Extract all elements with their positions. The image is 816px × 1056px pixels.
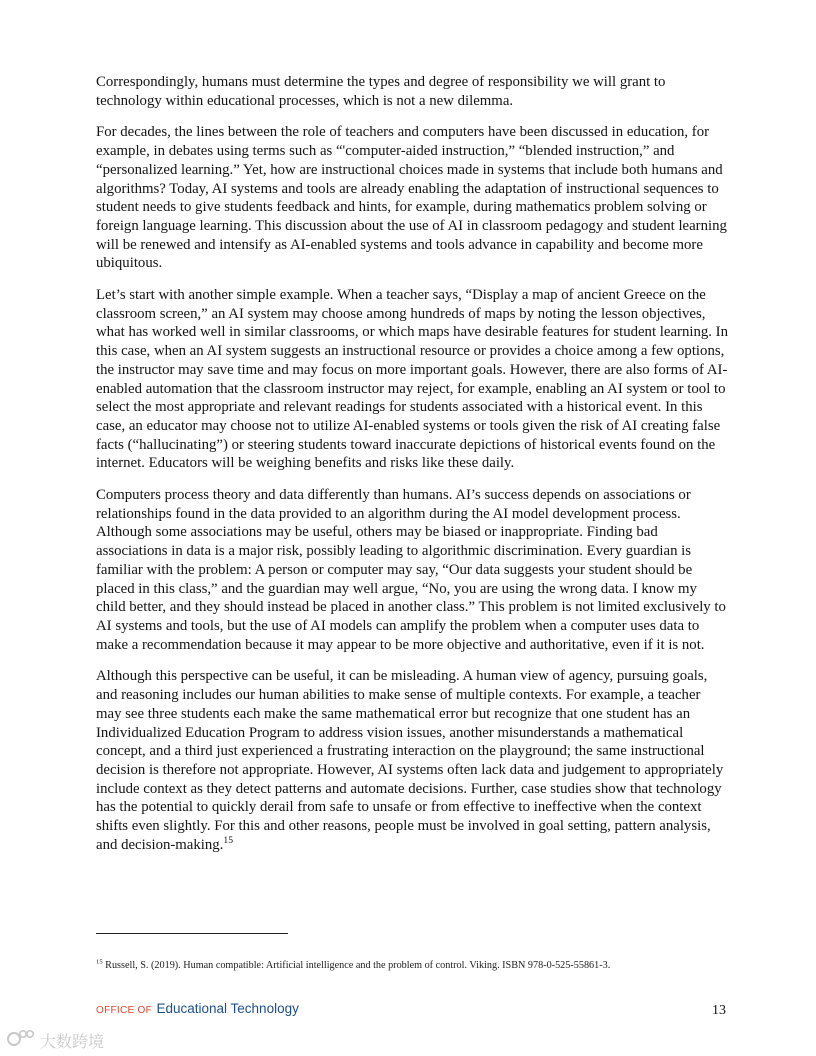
footnote-text: Russell, S. (2019). Human compatible: Artificial intelligence and the problem of control. Viking. ISBN 978-0-525-55861-3.	[105, 960, 611, 971]
paragraph-5-text: Although this perspective can be useful, it can be misleading. A human view of agency, pursuing goals, and reasoning includes our human abilities to make sense of multiple contexts. For example, a teacher may see three students each make the same mathematical error but recognize that one student has an Individualized Education Program to address vision issues, another misunderstands a mathematical concept, and a third just experienced a frustrating interaction on the playground; the same instructional decision is therefore not appropriate. However, AI systems often lack data and judgement to appropriately include context as they detect patterns and automate decisions. Further, case studies show that technology has the potential to quickly derail from safe to unsafe or from effective to ineffective when the context shifts even slightly. For this and other reasons, people must be involved in goal setting, pattern analysis, and decision-making.	[96, 668, 724, 853]
watermark	[6, 1029, 104, 1051]
brand-name: Educational Technology	[156, 1001, 299, 1016]
page-body	[96, 73, 728, 867]
footer-brand	[96, 1000, 299, 1018]
footnote-reference[interactable]: 15	[223, 834, 233, 846]
page-number: 13	[712, 1003, 726, 1018]
paragraph-3: Let’s start with another simple example. When a teacher says, “Display a map of ancient Greece on the classroom screen,” an AI system may choose among hundreds of maps by noting the lesson objectives, what has worked well in similar classrooms, or which maps have desirable features for student learning. In this case, when an AI system suggests an instructional resource or provides a choice among a few options, the instructor may save time and may focus on more important goals. However, there are also forms of AI-enabled automation that the classroom instructor may reject, for example, enabling an AI system or tool to select the most appropriate and relevant readings for students associated with a historical event. In this case, an educator may choose not to utilize AI-enabled systems or tools given the risk of AI creating false facts (“hallucinating”) or steering students toward inaccurate depictions of historical events found on the internet. Educators will be weighing benefits and risks like these daily.	[96, 287, 728, 472]
paragraph-2: For decades, the lines between the role of teachers and computers have been discussed in education, for example, in debates using terms such as “'computer-aided instruction,” “blended instruction,” and “personalized learning.” Yet, how are instructional choices made in systems that include both humans and algorithms? Today, AI systems and tools are already enabling the adaptation of instructional sequences to student needs to give students feedback and hints, for example, during mathematics problem solving or foreign language learning. This discussion about the use of AI in classroom pedagogy and student learning will be renewed and intensify as AI-enabled systems and tools advance in capability and become more ubiquitous.	[96, 124, 727, 272]
watermark-text: 大数跨境	[40, 1031, 105, 1051]
watermark-logo-icon	[6, 1028, 36, 1052]
footnote	[96, 959, 736, 973]
footnote-number: 15	[96, 958, 103, 966]
footnote-divider	[96, 933, 288, 934]
paragraph-1: Correspondingly, humans must determine the types and degree of responsibility we will grant to technology within educational processes, which is not a new dilemma.	[96, 74, 666, 109]
paragraph-4: Computers process theory and data differently than humans. AI’s success depends on associations or relationships found in the data provided to an algorithm during the AI model development process. Although some associations may be useful, others may be biased or inappropriate. Finding bad associations in data is a major risk, possibly leading to algorithmic discrimination. Every guardian is familiar with the problem: A person or computer may say, “Our data suggests your student should be placed in this class,” and the guardian may well argue, “No, you are using the wrong data. I know my child better, and they should instead be placed in another class.” This problem is not limited exclusively to AI systems and tools, but the use of AI models can amplify the problem when a computer uses data to make a recommendation because it may appear to be more objective and authoritative, even if it is not.	[96, 487, 726, 653]
paragraph-5	[96, 667, 728, 854]
brand-prefix: OFFICE OF	[96, 1005, 153, 1016]
